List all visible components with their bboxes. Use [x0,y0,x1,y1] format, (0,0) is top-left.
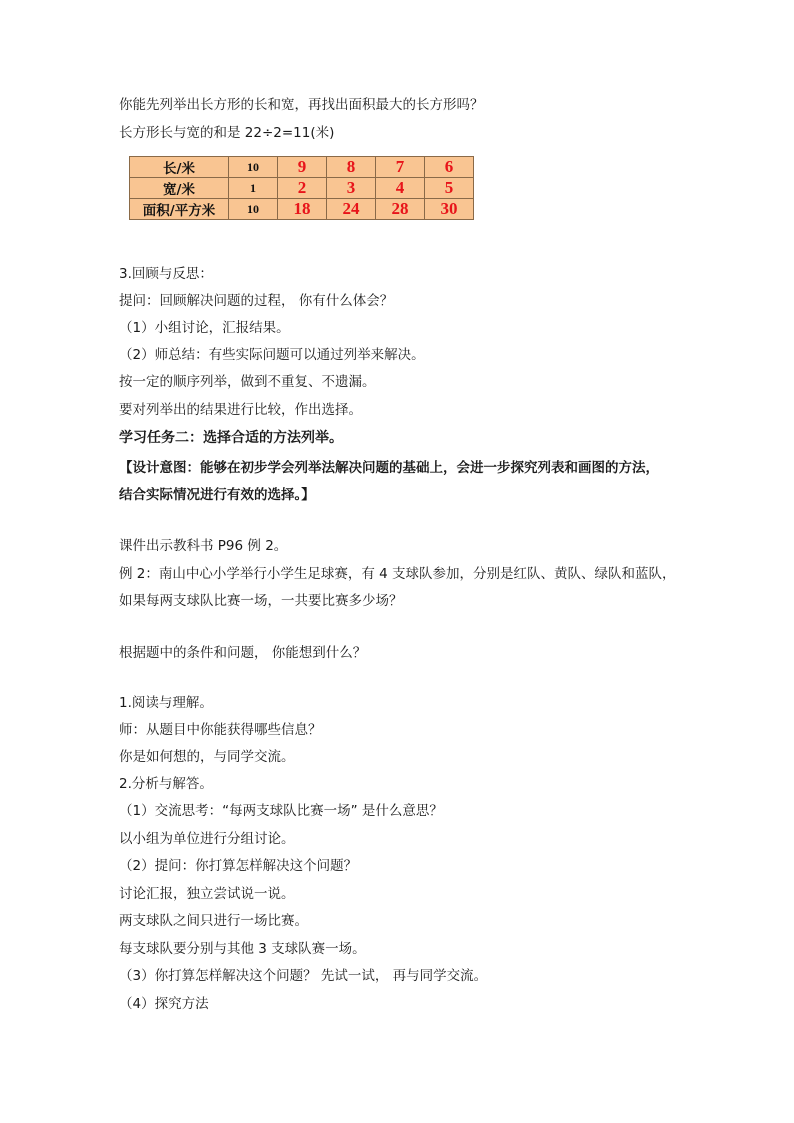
section-heading: 1.阅读与理解。 [119,695,213,711]
paragraph-line: 两支球队之间只进行一场比赛。 [119,913,308,929]
answer-cell: 3 [327,178,376,199]
paragraph-line: 师：从题目中你能获得哪些信息？ [119,722,322,738]
paragraph-line: 你是如何想的，与同学交流。 [119,749,295,765]
answer-cell: 28 [376,199,425,220]
given-value: 10 [229,199,278,220]
example-line: 例 2：南山中心小学举行小学生足球赛，有 4 支球队参加，分别是红队、黄队、绿队和蓝队， [119,566,676,582]
row-label-area: 面积/平方米 [130,199,229,220]
example-line: 如果每两支球队比赛一场，一共要比赛多少场？ [119,593,403,609]
rectangle-table [129,156,474,220]
paragraph-line: 提问：回顾解决问题的过程， 你有什么体会？ [119,293,394,309]
paragraph-line: （1）小组讨论，汇报结果。 [119,320,290,336]
design-intent-line: 结合实际情况进行有效的选择。】 [119,487,315,503]
paragraph-line: （3）你打算怎样解决这个问题？ 先试一试， 再与同学交流。 [119,968,488,984]
paragraph-line: （2）提问：你打算怎样解决这个问题？ [119,858,358,874]
answer-cell: 4 [376,178,425,199]
table-row [130,157,474,178]
sum-line: 长方形长与宽的和是 22÷2=11(米) [119,125,335,141]
given-value: 1 [229,178,278,199]
paragraph-line: 根据题中的条件和问题， 你能想到什么？ [119,645,367,661]
section-heading: 2.分析与解答。 [119,776,213,792]
paragraph-line: 要对列举出的结果进行比较，作出选择。 [119,402,362,418]
paragraph-line: 每支球队要分别与其他 3 支球队赛一场。 [119,941,366,957]
table-row [130,199,474,220]
answer-cell: 7 [376,157,425,178]
paragraph-line: （2）师总结：有些实际问题可以通过列举来解决。 [119,347,425,363]
question-line: 你能先列举出长方形的长和宽，再找出面积最大的长方形吗？ [119,97,484,113]
answer-cell: 8 [327,157,376,178]
design-intent-line: 【设计意图：能够在初步学会列举法解决问题的基础上，会进一步探究列表和画图的方法， [119,460,659,476]
answer-cell: 6 [425,157,474,178]
paragraph-line: 以小组为单位进行分组讨论。 [119,831,295,847]
section-review-heading: 3.回顾与反思： [119,266,213,282]
answer-cell: 18 [278,199,327,220]
task-two-heading: 学习任务二：选择合适的方法列举。 [119,430,343,446]
row-label-width: 宽/米 [130,178,229,199]
given-value: 10 [229,157,278,178]
paragraph-line: 按一定的顺序列举，做到不重复、不遗漏。 [119,374,376,390]
answer-cell: 2 [278,178,327,199]
answer-cell: 24 [327,199,376,220]
paragraph-line: （1）交流思考：“每两支球队比赛一场” 是什么意思？ [119,803,443,819]
answer-cell: 9 [278,157,327,178]
paragraph-line: 课件出示教科书 P96 例 2。 [119,538,288,554]
paragraph-line: （4）探究方法 [119,996,209,1012]
table-row [130,178,474,199]
paragraph-line: 讨论汇报，独立尝试说一说。 [119,886,295,902]
answer-cell: 30 [425,199,474,220]
answer-cell: 5 [425,178,474,199]
row-label-length: 长/米 [130,157,229,178]
